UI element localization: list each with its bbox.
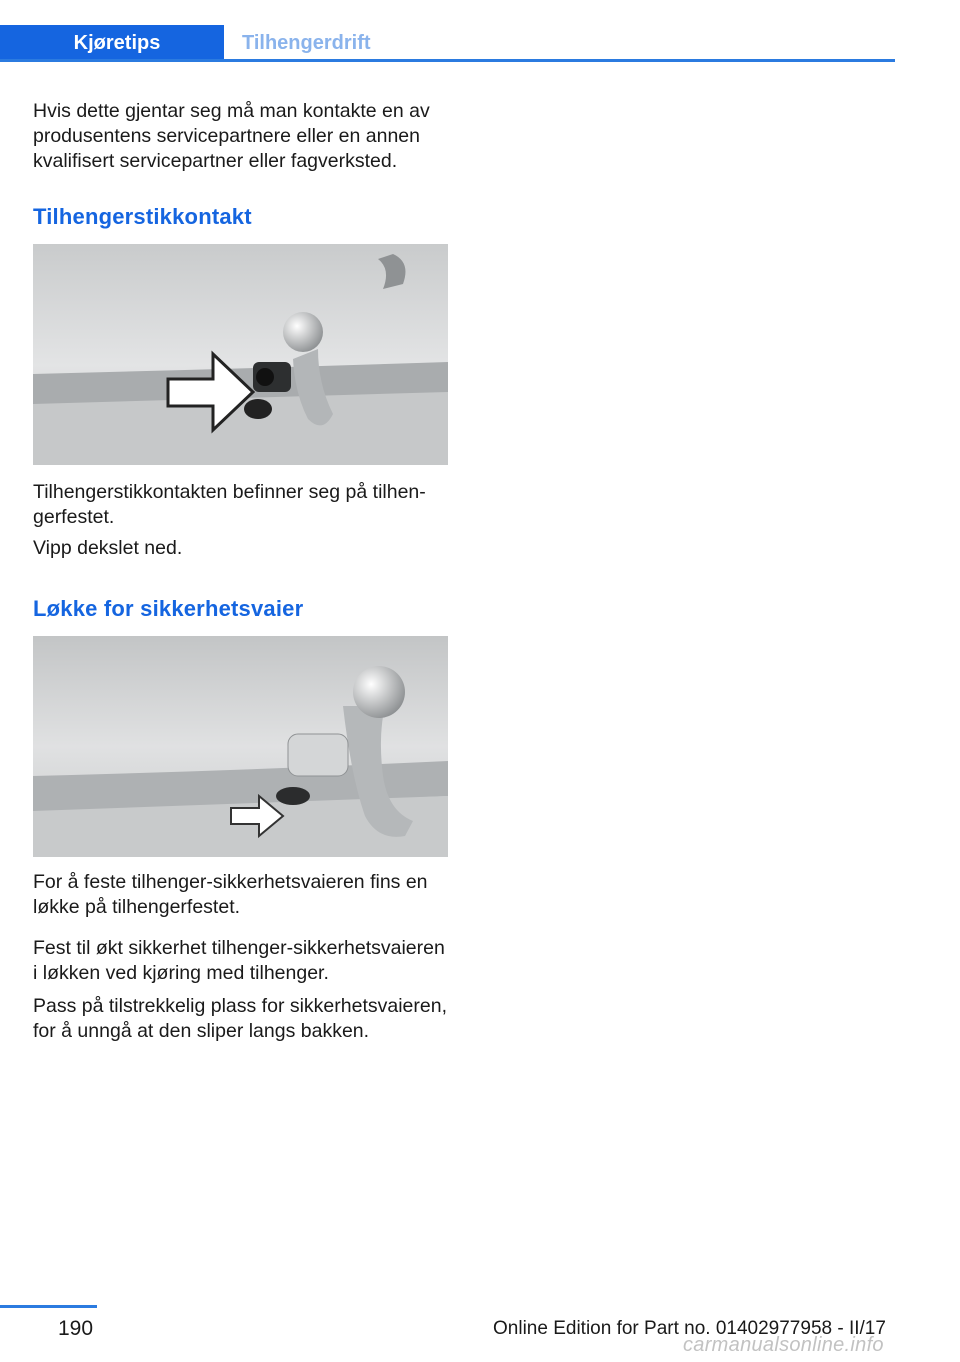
edition-footer: Online Edition for Part no. 01402977958 - II/17 xyxy=(493,1318,886,1339)
socket-description: Tilhengerstikkontakten befinner seg på tilhengerfestet. xyxy=(33,481,426,528)
section-heading-loop: Løkke for sikkerhetsvaier xyxy=(33,596,304,621)
watermark: carmanualsonline.info xyxy=(683,1334,884,1356)
loop-instruction: Fest til økt sikkerhet tilhenger-sikkerhetsvaieren i løkken ved kjøring med tilhenger. xyxy=(33,937,445,984)
tab-kjoretips[interactable]: Kjøretips xyxy=(0,25,224,62)
page-number-rule xyxy=(0,1305,97,1308)
loop-description: For å feste tilhenger-sikkerhetsvaieren fins en løkke på tilhengerfestet. xyxy=(33,871,428,918)
page-header xyxy=(0,25,895,62)
tab-tilhengerdrift[interactable]: Tilhengerdrift xyxy=(242,32,371,54)
page-number: 190 xyxy=(58,1317,94,1340)
section-heading-socket: Tilhengerstikkontakt xyxy=(33,204,252,229)
loop-clearance-note: Pass på tilstrekkelig plass for sikkerhetsvaieren, for å unngå at den sliper langs bakken. xyxy=(33,995,448,1042)
intro-paragraph: Hvis dette gjentar seg må man kontakte en av produsentens servicepartnere eller en annen kvalifisert servicepartner eller fagverksted. xyxy=(33,100,430,172)
socket-illustration xyxy=(33,244,448,465)
socket-instruction: Vipp dekslet ned. xyxy=(33,537,183,559)
safety-loop-illustration xyxy=(33,636,448,857)
header-rule xyxy=(0,59,895,62)
